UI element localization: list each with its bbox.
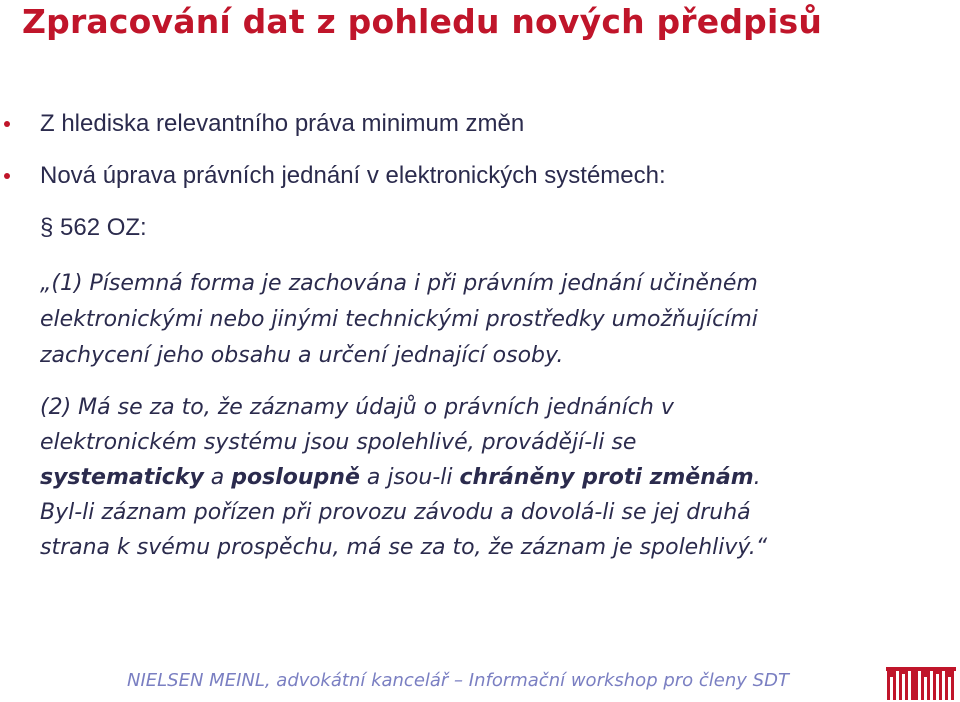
quote-line: zachycení jeho obsahu a určení jednající osoby. <box>40 343 564 368</box>
bullet-dot-icon <box>4 121 10 127</box>
footer-text: NIELSEN MEINL, advokátní kancelář – Informační workshop pro členy SDT <box>127 670 789 691</box>
bullet-text: Z hlediska relevantního práva minimum změn <box>40 110 525 137</box>
quote-fragment: . <box>753 465 761 490</box>
quote-line: elektronickými nebo jinými technickými prostředky umožňujícími <box>40 307 758 332</box>
bullet-list <box>0 108 960 212</box>
emphasis-text: posloupně <box>231 465 360 490</box>
quote-line: „(1) Písemná forma je zachována i při právním jednání učiněném <box>40 271 758 296</box>
paragraph-reference: § 562 OZ: <box>40 214 147 241</box>
bullet-item <box>0 160 960 212</box>
bullet-dot-icon <box>4 173 10 179</box>
nielsen-meinl-logo-icon <box>886 662 956 700</box>
quote-line: strana k svému prospěchu, má se za to, že záznam je spolehlivý.“ <box>40 535 768 560</box>
quote-section-1 <box>40 266 940 374</box>
quote-section-2 <box>40 390 940 565</box>
quote-fragment: a jsou-li <box>359 465 460 490</box>
emphasis-text: systematicky <box>40 465 204 490</box>
quote-fragment: a <box>203 465 232 490</box>
quote-line: (2) Má se za to, že záznamy údajů o právních jednáních v <box>40 395 674 420</box>
bullet-item <box>0 108 960 160</box>
bullet-text: Nová úprava právních jednání v elektronických systémech: <box>40 162 666 189</box>
quote-line: elektronickém systému jsou spolehlivé, provádějí-li se <box>40 430 637 455</box>
slide-title: Zpracování dat z pohledu nových předpisů <box>22 2 823 41</box>
quote-line: Byl-li záznam pořízen při provozu závodu a dovolá-li se jej druhá <box>40 500 751 525</box>
emphasis-text: chráněny proti změnám <box>459 465 754 490</box>
quote-line <box>40 460 940 495</box>
